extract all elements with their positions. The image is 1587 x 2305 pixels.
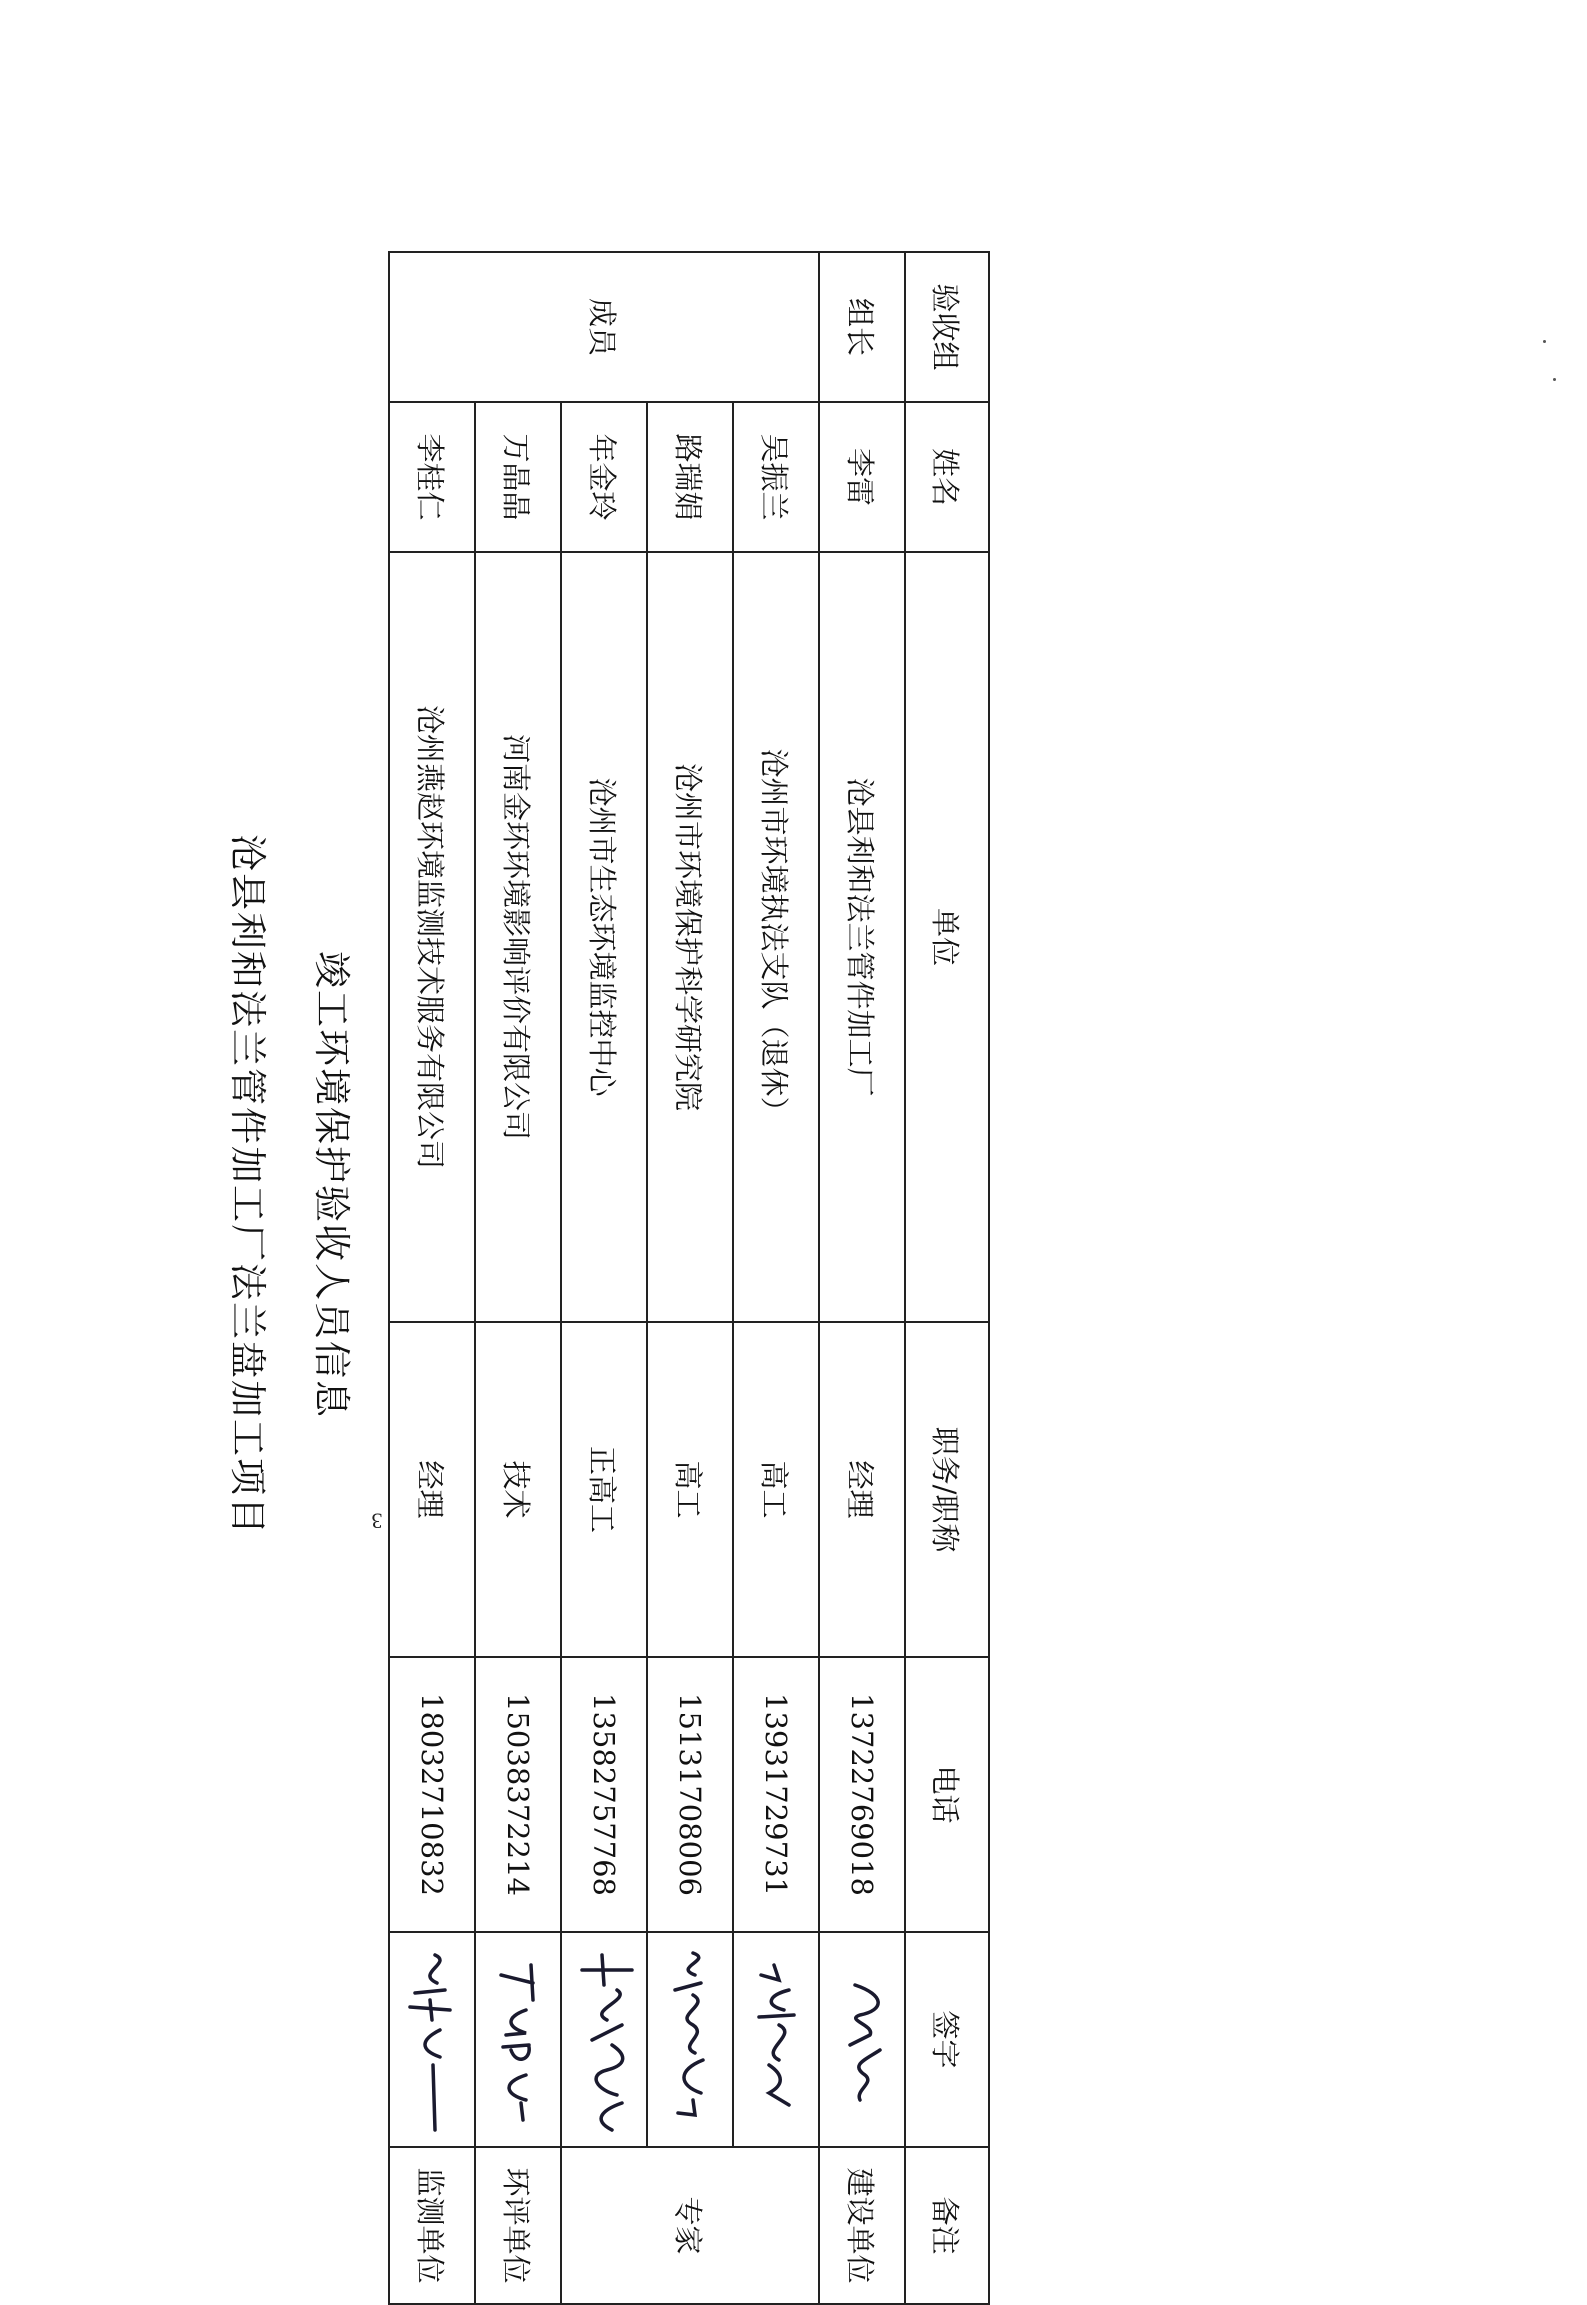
handwritten-signature (406, 1945, 466, 2135)
table-row (389, 252, 475, 2304)
name-cell: 李雷 (819, 402, 905, 552)
phone-cell: 15038372214 (475, 1657, 561, 1932)
group-members-cell: 成员 (389, 252, 819, 402)
position-cell: 技术 (475, 1322, 561, 1657)
header-phone: 电话 (905, 1657, 989, 1932)
table-row (733, 252, 819, 2304)
remark-cell: 建设单位 (819, 2147, 905, 2304)
table-row (647, 252, 733, 2304)
group-leader-cell: 组长 (819, 252, 905, 402)
name-cell: 李桂仁 (389, 402, 475, 552)
signature-cell (647, 1932, 733, 2147)
header-group: 验收组 (905, 252, 989, 402)
table-row (561, 252, 647, 2304)
name-cell: 路瑞娟 (647, 402, 733, 552)
scan-speck (1543, 340, 1546, 343)
page-number: 3 (371, 1508, 383, 1534)
unit-cell: 河南金环环境影响评价有限公司 (475, 552, 561, 1322)
unit-cell: 沧州燕赵环境监测技术服务有限公司 (389, 552, 475, 1322)
phone-cell: 18032710832 (389, 1657, 475, 1932)
header-position: 职务/职称 (905, 1322, 989, 1657)
unit-cell: 沧州市环境保护科学研究院 (647, 552, 733, 1322)
rotated-content (110, 85, 1510, 2285)
header-name: 姓名 (905, 402, 989, 552)
position-cell: 经理 (389, 1322, 475, 1657)
unit-cell: 沧州市生态环境监控中心 (561, 552, 647, 1322)
remark-cell: 环评单位 (475, 2147, 561, 2304)
header-signature: 签字 (905, 1932, 989, 2147)
phone-cell: 13722769018 (819, 1657, 905, 1932)
phone-cell: 13931729731 (733, 1657, 819, 1932)
name-cell: 吴振兰 (733, 402, 819, 552)
position-cell: 经理 (819, 1322, 905, 1657)
table-row (475, 252, 561, 2304)
position-cell: 高工 (733, 1322, 819, 1657)
handwritten-signature (750, 1955, 810, 2125)
handwritten-signature (492, 1955, 552, 2125)
table-row (819, 252, 905, 2304)
phone-cell: 13582757768 (561, 1657, 647, 1932)
handwritten-signature (664, 1945, 724, 2135)
signature-cell (819, 1932, 905, 2147)
name-cell: 年金玲 (561, 402, 647, 552)
unit-cell: 沧州市环境执法支队（退休） (733, 552, 819, 1322)
header-remarks: 备注 (905, 2147, 989, 2304)
handwritten-signature (573, 1945, 643, 2135)
document-title-line1: 沧县利和法兰管件加工厂法兰盘加工项目 (226, 834, 269, 1536)
remark-cell: 监测单位 (389, 2147, 475, 2304)
signature-cell (733, 1932, 819, 2147)
document-title-line2: 竣工环境保护验收人员信息 (310, 951, 353, 1419)
signature-cell (389, 1932, 475, 2147)
unit-cell: 沧县利和法兰管件加工厂 (819, 552, 905, 1322)
remark-cell-expert: 专家 (561, 2147, 819, 2304)
scan-speck (1553, 378, 1556, 381)
table-header-row (905, 252, 989, 2304)
signature-cell (561, 1932, 647, 2147)
position-cell: 正高工 (561, 1322, 647, 1657)
header-unit: 单位 (905, 552, 989, 1322)
phone-cell: 15131708006 (647, 1657, 733, 1932)
position-cell: 高工 (647, 1322, 733, 1657)
signature-cell (475, 1932, 561, 2147)
acceptance-personnel-table (388, 251, 990, 2305)
name-cell: 万晶晶 (475, 402, 561, 552)
handwritten-signature (836, 1965, 896, 2115)
